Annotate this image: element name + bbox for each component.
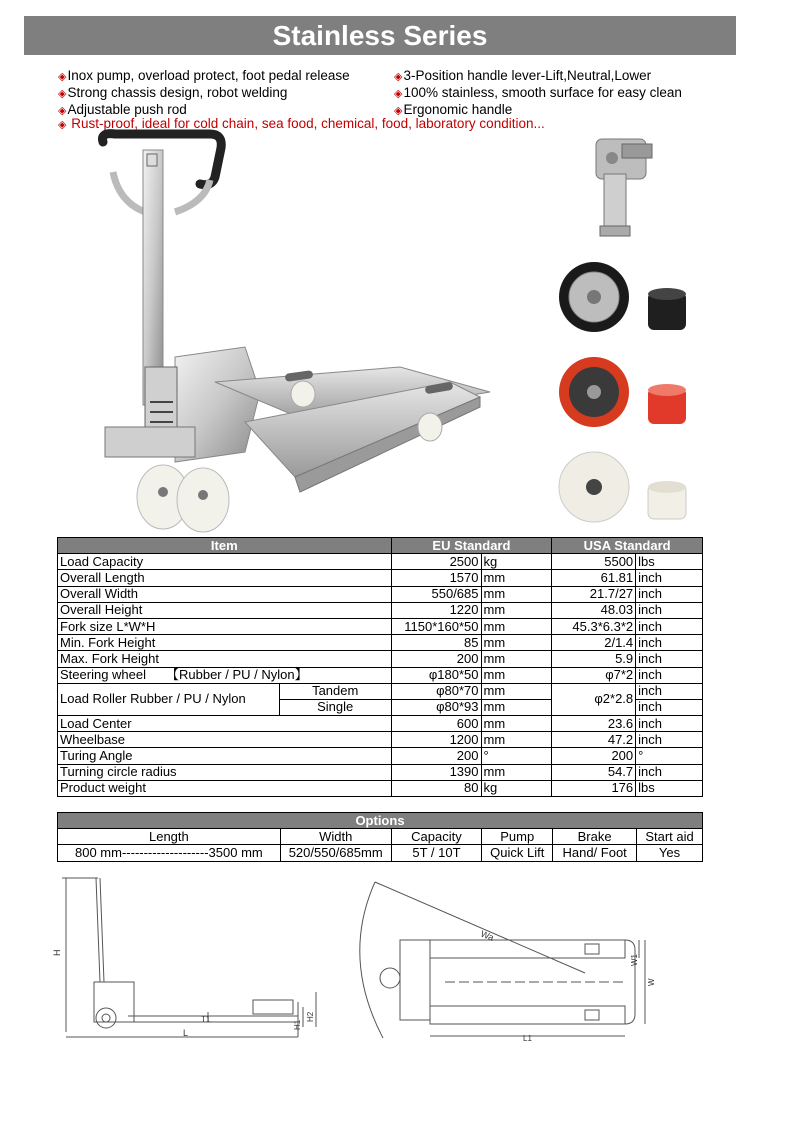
- usa-value: 5500: [552, 554, 636, 570]
- row-label: Steering wheel 【Rubber / PU / Nylon】: [58, 667, 392, 683]
- row-label: Overall Height: [58, 602, 392, 618]
- option-capacity: 5T / 10T: [391, 845, 482, 861]
- label-wa: Wa: [479, 928, 496, 943]
- column-header-width: Width: [280, 829, 391, 845]
- table-row: [58, 635, 703, 651]
- label-l: L: [183, 1028, 189, 1038]
- option-pump: Quick Lift: [482, 845, 553, 861]
- label-h: H: [52, 949, 62, 956]
- eu-value: 2500: [391, 554, 481, 570]
- pu-wheel-photo: [556, 355, 691, 430]
- table-row: [58, 554, 703, 570]
- eu-unit: kg: [481, 554, 552, 570]
- usa-value: 47.2: [552, 732, 636, 748]
- diamond-bullet-icon: ◈: [58, 71, 67, 83]
- eu-unit: mm: [481, 570, 552, 586]
- usa-value: 21.7/27: [552, 586, 636, 602]
- column-header-pump: Pump: [482, 829, 553, 845]
- top-view-drawing: [345, 878, 665, 1044]
- table-row: [58, 570, 703, 586]
- options-header-row: [58, 829, 703, 845]
- feature-column-right: [394, 68, 682, 119]
- usa-value: φ7*2: [552, 667, 636, 683]
- feature-item: ◈Adjustable push rod: [58, 102, 187, 117]
- row-label: Overall Width: [58, 586, 392, 602]
- label-w1: W1: [630, 954, 639, 966]
- usa-unit: inch: [636, 602, 703, 618]
- usa-value: 2/1.4: [552, 635, 636, 651]
- eu-value: 600: [391, 716, 481, 732]
- eu-value: 1200: [391, 732, 481, 748]
- eu-unit: mm: [481, 602, 552, 618]
- column-header-eu: EU Standard: [391, 538, 552, 554]
- feature-highlight: ◈ Rust-proof, ideal for cold chain, sea food, chemical, food, laboratory condition...: [58, 116, 545, 131]
- usa-value: 48.03: [552, 602, 636, 618]
- label-w: W: [647, 978, 656, 986]
- table-row: [58, 651, 703, 667]
- usa-unit: inch: [636, 651, 703, 667]
- table-row: [58, 618, 703, 634]
- options-table: [57, 812, 703, 862]
- usa-unit: lbs: [636, 554, 703, 570]
- usa-value: φ2*2.8: [552, 683, 636, 715]
- table-row: [58, 667, 703, 683]
- feature-item: ◈3-Position handle lever-Lift,Neutral,Lower: [394, 68, 652, 83]
- eu-unit: mm: [481, 764, 552, 780]
- eu-unit: mm: [481, 635, 552, 651]
- spec-header-row: [58, 538, 703, 554]
- eu-value: 1570: [391, 570, 481, 586]
- eu-unit: mm: [481, 699, 552, 715]
- table-row: [58, 716, 703, 732]
- row-label: Product weight: [58, 780, 392, 796]
- row-label: Min. Fork Height: [58, 635, 392, 651]
- row-label: Load Center: [58, 716, 392, 732]
- eu-unit: mm: [481, 586, 552, 602]
- column-header-usa: USA Standard: [552, 538, 703, 554]
- usa-unit: inch: [636, 635, 703, 651]
- row-label: Turing Angle: [58, 748, 392, 764]
- diamond-bullet-icon: ◈: [58, 105, 67, 117]
- feature-column-left: [58, 68, 350, 119]
- eu-unit: mm: [481, 716, 552, 732]
- diamond-bullet-icon: ◈: [58, 88, 67, 100]
- option-width: 520/550/685mm: [280, 845, 391, 861]
- eu-value: 200: [391, 748, 481, 764]
- usa-unit: inch: [636, 586, 703, 602]
- usa-value: 5.9: [552, 651, 636, 667]
- usa-value: 23.6: [552, 716, 636, 732]
- options-value-row: [58, 845, 703, 861]
- eu-value: φ80*93: [391, 699, 481, 715]
- row-label: Overall Length: [58, 570, 392, 586]
- row-label: Wheelbase: [58, 732, 392, 748]
- row-label-extra: 【Rubber / PU / Nylon】: [166, 667, 308, 683]
- row-label: Max. Fork Height: [58, 651, 392, 667]
- options-title-row: [58, 813, 703, 829]
- usa-value: 200: [552, 748, 636, 764]
- usa-unit: inch: [636, 732, 703, 748]
- column-header-brake: Brake: [553, 829, 637, 845]
- label-l1: L1: [523, 1034, 532, 1043]
- eu-unit: mm: [481, 667, 552, 683]
- usa-unit: inch: [636, 683, 703, 699]
- usa-value: 54.7: [552, 764, 636, 780]
- label-h2: H2: [306, 1011, 315, 1022]
- feature-item: ◈Strong chassis design, robot welding: [58, 85, 288, 100]
- eu-value: 550/685: [391, 586, 481, 602]
- pump-photo: [582, 134, 662, 239]
- usa-value: 45.3*6.3*2: [552, 618, 636, 634]
- side-view-drawing: [52, 872, 328, 1044]
- usa-unit: lbs: [636, 780, 703, 796]
- feature-item: ◈100% stainless, smooth surface for easy clean: [394, 85, 682, 100]
- table-row: [58, 748, 703, 764]
- eu-value: 1150*160*50: [391, 618, 481, 634]
- usa-unit: inch: [636, 667, 703, 683]
- usa-value: 176: [552, 780, 636, 796]
- row-label: Load Roller Rubber / PU / Nylon: [58, 683, 280, 715]
- table-row: [58, 780, 703, 796]
- option-length: 800 mm--------------------3500 mm: [58, 845, 281, 861]
- sub-label: Single: [279, 699, 391, 715]
- eu-value: 1390: [391, 764, 481, 780]
- usa-unit: inch: [636, 618, 703, 634]
- column-header-capacity: Capacity: [391, 829, 482, 845]
- column-header-start-aid: Start aid: [637, 829, 703, 845]
- rubber-wheel-photo: [556, 260, 691, 335]
- column-header-length: Length: [58, 829, 281, 845]
- eu-unit: kg: [481, 780, 552, 796]
- diamond-bullet-icon: ◈: [394, 105, 403, 117]
- usa-unit: inch: [636, 716, 703, 732]
- eu-value: 80: [391, 780, 481, 796]
- usa-value: 61.81: [552, 570, 636, 586]
- options-title: Options: [58, 813, 703, 829]
- table-row: [58, 586, 703, 602]
- diamond-bullet-icon: ◈: [58, 119, 67, 131]
- usa-unit: inch: [636, 570, 703, 586]
- column-header-item: Item: [58, 538, 392, 554]
- eu-unit: mm: [481, 732, 552, 748]
- row-label: Load Capacity: [58, 554, 392, 570]
- nylon-wheel-photo: [556, 450, 691, 525]
- eu-value: 200: [391, 651, 481, 667]
- label-t1: T1: [201, 1015, 211, 1024]
- eu-unit: mm: [481, 651, 552, 667]
- eu-value: φ80*70: [391, 683, 481, 699]
- usa-unit: °: [636, 748, 703, 764]
- eu-unit: mm: [481, 618, 552, 634]
- diamond-bullet-icon: ◈: [394, 88, 403, 100]
- table-row: [58, 732, 703, 748]
- eu-unit: °: [481, 748, 552, 764]
- diamond-bullet-icon: ◈: [394, 71, 403, 83]
- eu-unit: mm: [481, 683, 552, 699]
- table-row: [58, 602, 703, 618]
- option-brake: Hand/ Foot: [553, 845, 637, 861]
- sub-label: Tandem: [279, 683, 391, 699]
- eu-value: 85: [391, 635, 481, 651]
- table-row: [58, 683, 703, 699]
- page-title: Stainless Series: [24, 16, 736, 55]
- feature-item: ◈Inox pump, overload protect, foot pedal release: [58, 68, 350, 83]
- usa-unit: inch: [636, 764, 703, 780]
- row-label: Fork size L*W*H: [58, 618, 392, 634]
- option-start-aid: Yes: [637, 845, 703, 861]
- usa-unit: inch: [636, 699, 703, 715]
- pallet-truck-photo: [95, 132, 490, 532]
- table-row: [58, 764, 703, 780]
- label-h1: H1: [293, 1019, 302, 1030]
- feature-item: ◈Ergonomic handle: [394, 102, 513, 117]
- eu-value: φ180*50: [391, 667, 481, 683]
- spec-table: [57, 537, 703, 797]
- eu-value: 1220: [391, 602, 481, 618]
- row-label: Turning circle radius: [58, 764, 392, 780]
